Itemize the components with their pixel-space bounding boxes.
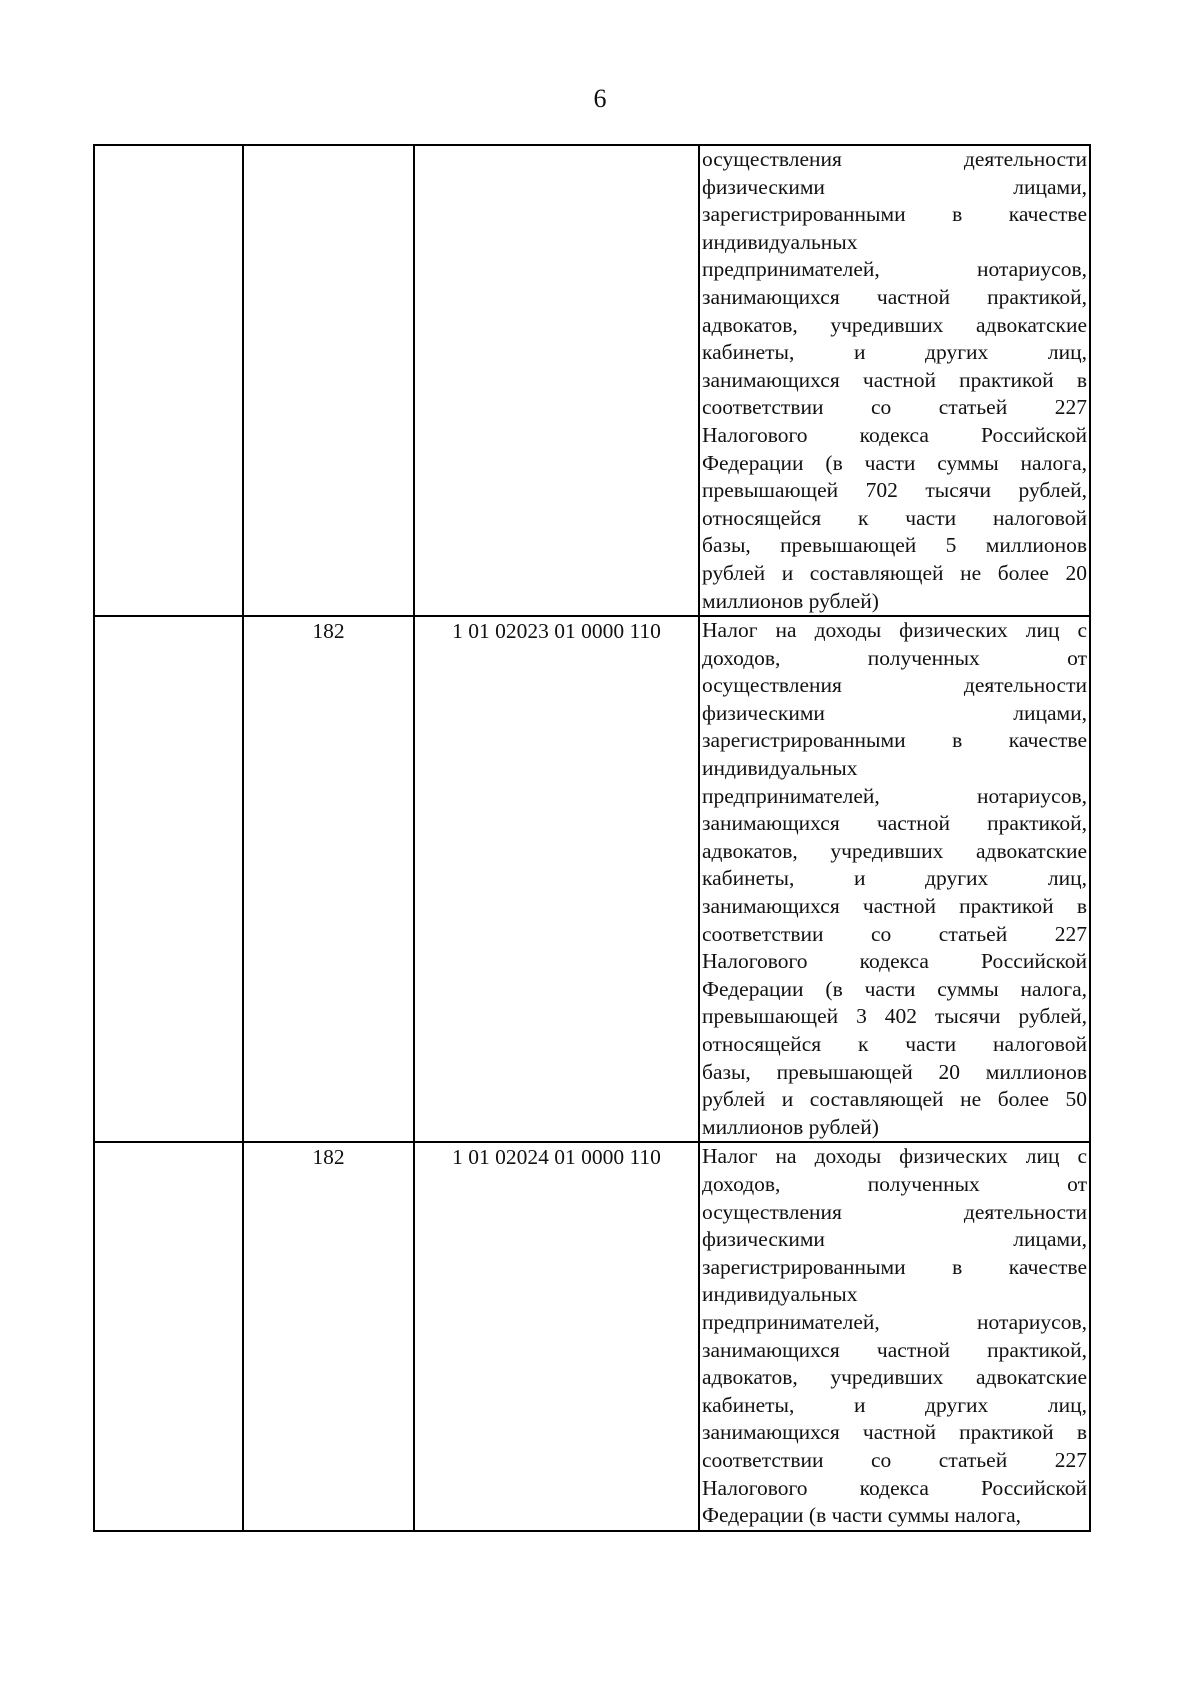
description-line: соответствии со статьей 227: [702, 395, 1087, 420]
description-line: кабинеты, и других лиц,: [702, 866, 1087, 891]
description-line: Налогового кодекса Российской: [702, 422, 1087, 447]
description-line: относящейся к части налоговой: [702, 1032, 1087, 1056]
description-line: осуществления деятельности: [702, 673, 1087, 698]
description-line: Федерации (в части суммы налога,: [702, 1503, 1021, 1528]
description-line: превышающей 3 402 тысячи рублей,: [702, 1004, 1087, 1029]
description-line: предпринимателей, нотариусов,: [702, 783, 1087, 808]
table-body: [94, 145, 1090, 1531]
budget-classification-code-cell-text: [415, 146, 698, 147]
empty-cell: [94, 145, 243, 616]
description-line: соответствии со статьей 227: [702, 921, 1087, 946]
empty-cell: [94, 1142, 243, 1530]
description-line: предпринимателей, нотариусов,: [702, 257, 1087, 282]
description-line: кабинеты, и других лиц,: [702, 1392, 1087, 1417]
description-line: занимающихся частной практикой в: [702, 894, 1087, 919]
description-line: физическими лицами,: [702, 174, 1087, 199]
budget-classification-code-cell-text: 1 01 02023 01 0000 110: [452, 619, 661, 644]
description-line: рублей и составляющей не более 20: [702, 560, 1087, 585]
description-line: рублей и составляющей не более 50: [702, 1087, 1087, 1112]
empty-cell: [94, 616, 243, 1142]
administrator-code-cell: [243, 616, 414, 1142]
description-line: Налог на доходы физических лиц с: [702, 618, 1087, 643]
description-line: Федерации (в части суммы налога,: [702, 976, 1087, 1001]
description-line: занимающихся частной практикой,: [702, 1337, 1087, 1362]
description-line: индивидуальных: [702, 229, 858, 254]
description-line: доходов, полученных от: [702, 645, 1087, 670]
description-line: соответствии со статьей 227: [702, 1447, 1087, 1472]
description-line: Налогового кодекса Российской: [702, 1475, 1087, 1500]
description-line: занимающихся частной практикой,: [702, 811, 1087, 836]
administrator-code-cell-text: 182: [312, 1145, 345, 1170]
administrator-code-cell-text: 182: [312, 619, 345, 644]
description-line: миллионов рублей): [702, 588, 879, 613]
description-line: занимающихся частной практикой в: [702, 1420, 1087, 1445]
description-line: индивидуальных: [702, 756, 858, 781]
page-number: 6: [593, 84, 607, 113]
budget-classification-code-cell: [414, 145, 699, 616]
description-line: адвокатов, учредивших адвокатские: [702, 838, 1087, 863]
description-line: относящейся к части налоговой: [702, 505, 1087, 530]
description-line: физическими лицами,: [702, 1227, 1087, 1252]
description-line: превышающей 702 тысячи рублей,: [702, 478, 1087, 503]
administrator-code-cell: [243, 145, 414, 616]
administrator-code-cell: [243, 1142, 414, 1530]
description-line: занимающихся частной практикой,: [702, 284, 1087, 309]
table-row: [94, 145, 1090, 616]
description-line: доходов, полученных от: [702, 1171, 1087, 1196]
income-description-cell: [699, 616, 1090, 1142]
income-description-cell: [699, 1142, 1090, 1530]
description-line: Федерации (в части суммы налога,: [702, 450, 1087, 475]
description-line: зарегистрированными в качестве: [702, 202, 1087, 227]
description-line: адвокатов, учредивших адвокатские: [702, 1365, 1087, 1390]
description-line: миллионов рублей): [702, 1114, 879, 1139]
description-line: индивидуальных: [702, 1282, 858, 1307]
description-line: осуществления деятельности: [702, 1199, 1087, 1224]
description-line: базы, превышающей 20 миллионов: [702, 1059, 1087, 1084]
description-line: Налог на доходы физических лиц с: [702, 1144, 1087, 1169]
description-line: зарегистрированными в качестве: [702, 728, 1087, 753]
income-description-cell: [699, 145, 1090, 616]
description-line: кабинеты, и других лиц,: [702, 340, 1087, 365]
description-line: адвокатов, учредивших адвокатские: [702, 312, 1087, 337]
description-line: занимающихся частной практикой в: [702, 367, 1087, 392]
budget-classification-code-cell: [414, 616, 699, 1142]
description-line: осуществления деятельности: [702, 147, 1087, 171]
budget-classification-code-cell: [414, 1142, 699, 1530]
description-line: зарегистрированными в качестве: [702, 1254, 1087, 1279]
revenue-code-table: [93, 144, 1091, 1532]
description-line: физическими лицами,: [702, 700, 1087, 725]
table-row: [94, 616, 1090, 1142]
budget-classification-code-cell-text: 1 01 02024 01 0000 110: [452, 1145, 661, 1170]
administrator-code-cell-text: [244, 146, 413, 147]
table-row: [94, 1142, 1090, 1530]
description-line: предпринимателей, нотариусов,: [702, 1309, 1087, 1334]
description-line: базы, превышающей 5 миллионов: [702, 533, 1087, 558]
description-line: Налогового кодекса Российской: [702, 949, 1087, 974]
